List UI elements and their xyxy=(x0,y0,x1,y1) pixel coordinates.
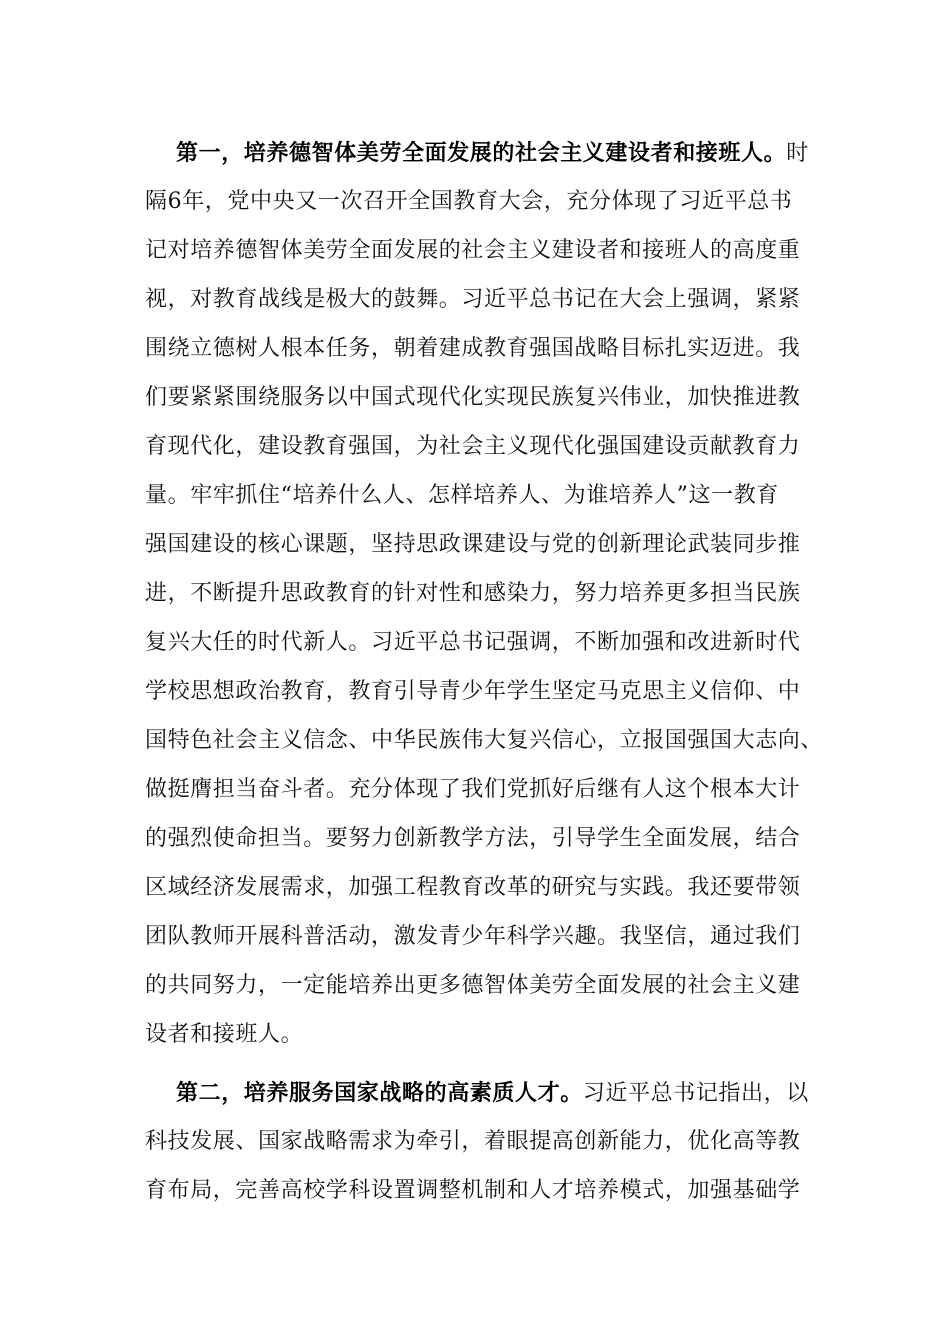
paragraph-line: 育现代化，建设教育强国，为社会主义现代化强国建设贡献教育力 xyxy=(145,434,801,459)
paragraph-line: 设者和接班人。 xyxy=(145,1022,304,1047)
paragraph-line: 做挺膺担当奋斗者。充分体现了我们党抓好后继有人这个根本大计 xyxy=(145,777,801,802)
paragraph-line: 们要紧紧围绕服务以中国式现代化实现民族复兴伟业，加快推进教 xyxy=(145,385,801,410)
section-heading: 第一，培养德智体美劳全面发展的社会主义建设者和接班人。 xyxy=(176,140,787,166)
paragraph-line: 区域经济发展需求，加强工程教育改革的研究与实践。我还要带领 xyxy=(145,875,801,900)
paragraph-text: 时 xyxy=(786,141,809,166)
paragraph-line: 科技发展、国家战略需求为牵引，着眼提高创新能力，优化高等教 xyxy=(145,1129,801,1154)
paragraph-line: 国特色社会主义信念、中华民族伟大复兴信心，立报国强国大志向、 xyxy=(145,728,824,753)
paragraph-line: 量。牢牢抓住“培养什么人、怎样培养人、为谁培养人”这一教育 xyxy=(145,483,779,508)
paragraph-line: 学校思想政治教育，教育引导青少年学生坚定马克思主义信仰、中 xyxy=(145,679,801,704)
paragraph-line: 围绕立德树人根本任务，朝着建成教育强国战略目标扎实迈进。我 xyxy=(145,336,801,361)
paragraph-line: 团队教师开展科普活动，激发青少年科学兴趣。我坚信，通过我们 xyxy=(145,924,801,949)
paragraph-line: 视，对教育战线是极大的鼓舞。习近平总书记在大会上强调，紧紧 xyxy=(145,287,801,312)
paragraph-line xyxy=(176,1078,896,1109)
paragraph-line: 记对培养德智体美劳全面发展的社会主义建设者和接班人的高度重 xyxy=(145,238,801,263)
paragraph-line: 复兴大任的时代新人。习近平总书记强调，不断加强和改进新时代 xyxy=(145,630,801,655)
paragraph-line: 的强烈使命担当。要努力创新教学方法，引导学生全面发展，结合 xyxy=(145,826,801,851)
paragraph-line: 进，不断提升思政教育的针对性和感染力，努力培养更多担当民族 xyxy=(145,581,801,606)
paragraph-line: 育布局，完善高校学科设置调整机制和人才培养模式，加强基础学 xyxy=(145,1178,801,1203)
section-heading: 第二，培养服务国家战略的高素质人才。 xyxy=(176,1080,583,1106)
paragraph-line xyxy=(176,138,896,169)
paragraph-text: 习近平总书记指出，以 xyxy=(582,1081,809,1106)
paragraph-line: 的共同努力，一定能培养出更多德智体美劳全面发展的社会主义建 xyxy=(145,973,801,998)
paragraph-line: 隔6年，党中央又一次召开全国教育大会，充分体现了习近平总书 xyxy=(145,189,793,214)
paragraph-line: 强国建设的核心课题，坚持思政课建设与党的创新理论武装同步推 xyxy=(145,532,801,557)
